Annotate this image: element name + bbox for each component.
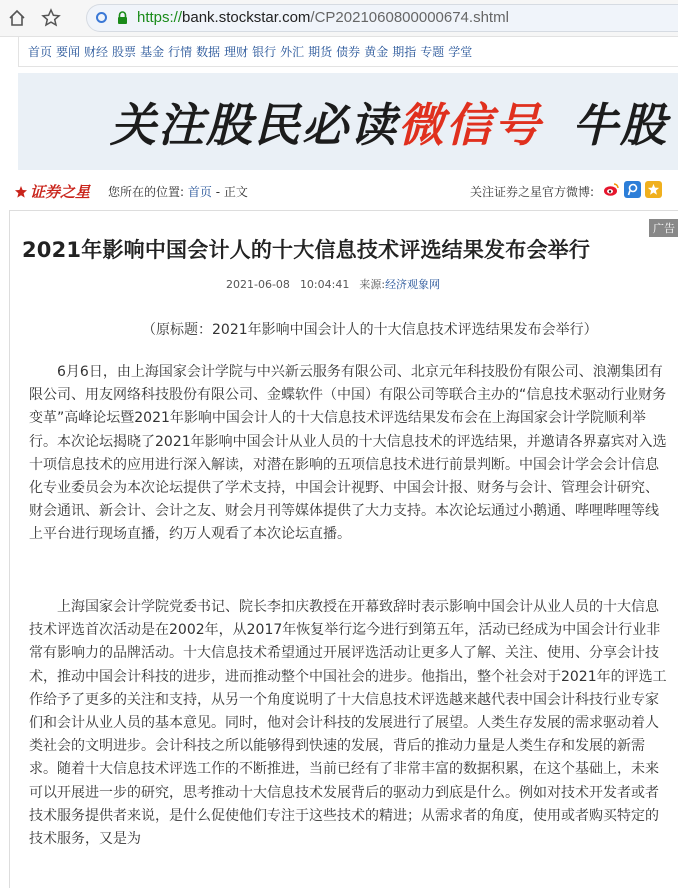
bookmark-star-icon[interactable]: [40, 7, 62, 29]
article-paragraph: 上海国家会计学院党委书记、院长李扣庆教授在开幕致辞时表示影响中国会计从业人员的十大信息技术评选首次活动是在2002年，从2017年恢复举行迄今进行到第五年，活动已经成为中国会计行业非常有影响力的品牌活动。十大信息技术希望通过开展评选活动让更多人了解、关注、使用、分享会计技术，推动中国会计科技的进步，进而推动整个中国社会的进步。他指出，整个社会对于2021年的评选工作给予了更多的关注和支持，从另一个角度说明了十大信息技术评选越来越代表中国会计科技行业专家们和会计从业人员的基本意见。同时，他对会计科技的发展进行了展望。人类生存发展的需求驱动着人类社会的文明进步。会计科技之所以能够得到快速的发展，背后的推动力量是人类生存和发展的新需求。随着十大信息技术评选工作的不断推进，当前已经有了非常丰富的数据积累，在这个基础上，未来可以开展进一步的研究，思考推动十大信息技术发展背后的驱动力到底是什么。例如对技术开发者或者技术服务提供者来说，是什么促使他们专注于这些技术的精进；从需求者的角度，使用或者购买特定的技术服务，又是为: [29, 599, 667, 848]
banner-text: 关注股民必读微信号 牛股: [110, 98, 668, 152]
lock-icon: [117, 11, 128, 25]
original-title: （原标题：2021年影响中国会计人的十大信息技术评选结果发布会举行）: [142, 322, 598, 338]
nav-item-stocks[interactable]: 股票: [112, 45, 137, 59]
follow-label: 关注证券之星官方微博:: [470, 185, 595, 199]
site-nav: [18, 37, 678, 67]
nav-item-finance[interactable]: 财经: [84, 45, 109, 59]
tencent-weibo-icon[interactable]: [624, 181, 641, 198]
publish-time: 10:04:41: [299, 278, 350, 291]
article-meta: [226, 276, 440, 292]
nav-item-news[interactable]: 要闻: [56, 45, 81, 59]
article-paragraph: 6月6日，由上海国家会计学院与中兴新云服务有限公司、北京元年科技股份有限公司、浪潮集团有限公司、用友网络科技股份有限公司、金蝶软件（中国）有限公司等联合主办的“信息技术驱动行业财务变革”高峰论坛暨2021年影响中国会计人的十大信息技术评选结果发布会在上海国家会计学院顺利举行。本次论坛揭晓了2021年影响中国会计从业人员的十大信息技术的评选结果，并邀请各界嘉宾对入选十项信息技术的应用进行深入解读，对潜在影响的五项信息技术进行前景判断。中国会计学会会计信息化专业委员会为本次论坛提供了学术支持，中国会计视野、中国会计报、财务与会计、管理会计研究、财会通讯、新会计、会计之友、财会月刊等媒体提供了大力支持。本次论坛通过小鹅通、哔哩哔哩等线上平台进行现场直播，约万人观看了本次论坛直播。: [29, 364, 667, 543]
publish-date: 2021-06-08: [226, 278, 290, 291]
browser-toolbar: [0, 0, 678, 37]
url-text[interactable]: [137, 9, 509, 26]
nav-item-wealth[interactable]: 理财: [224, 45, 249, 59]
nav-item-topics[interactable]: 专题: [420, 45, 445, 59]
url-host: bank.stockstar.com: [182, 9, 311, 26]
breadcrumb: 您所在的位置: 首页 - 正文: [108, 185, 248, 199]
weibo-icon[interactable]: [603, 181, 620, 198]
nav-item-funds[interactable]: 基金: [140, 45, 165, 59]
article-title: 2021年影响中国会计人的十大信息技术评选结果发布会举行: [22, 238, 591, 262]
nav-item-home[interactable]: 首页: [28, 45, 53, 59]
nav-item-quotes[interactable]: 行情: [168, 45, 193, 59]
breadcrumb-bar: [0, 172, 678, 208]
nav-item-futures[interactable]: 期货: [308, 45, 333, 59]
qzone-star-icon[interactable]: [645, 181, 662, 198]
article-container: [9, 210, 678, 888]
home-icon[interactable]: [6, 7, 28, 29]
nav-item-academy[interactable]: 学堂: [448, 45, 473, 59]
url-path: /CP2021060800000674.shtml: [310, 9, 509, 26]
breadcrumb-current: 正文: [223, 185, 248, 199]
wechat-banner-ad[interactable]: [18, 73, 678, 170]
nav-item-gold[interactable]: 黄金: [364, 45, 389, 59]
logo-star-icon: [14, 185, 28, 199]
breadcrumb-home-link[interactable]: 首页: [187, 185, 212, 199]
ad-label: 广告: [649, 219, 678, 237]
address-bar[interactable]: [86, 4, 678, 32]
site-info-icon[interactable]: [96, 12, 107, 23]
source-label: 来源:: [359, 278, 386, 291]
nav-item-forex[interactable]: 外汇: [280, 45, 305, 59]
nav-item-bonds[interactable]: 债券: [336, 45, 361, 59]
url-scheme: https://: [137, 9, 183, 26]
site-logo[interactable]: 证券之星: [14, 181, 90, 202]
nav-item-data[interactable]: 数据: [196, 45, 221, 59]
nav-item-index-futures[interactable]: 期指: [392, 45, 417, 59]
source-link[interactable]: 经济观象网: [385, 278, 441, 291]
nav-item-banking[interactable]: 银行: [252, 45, 277, 59]
